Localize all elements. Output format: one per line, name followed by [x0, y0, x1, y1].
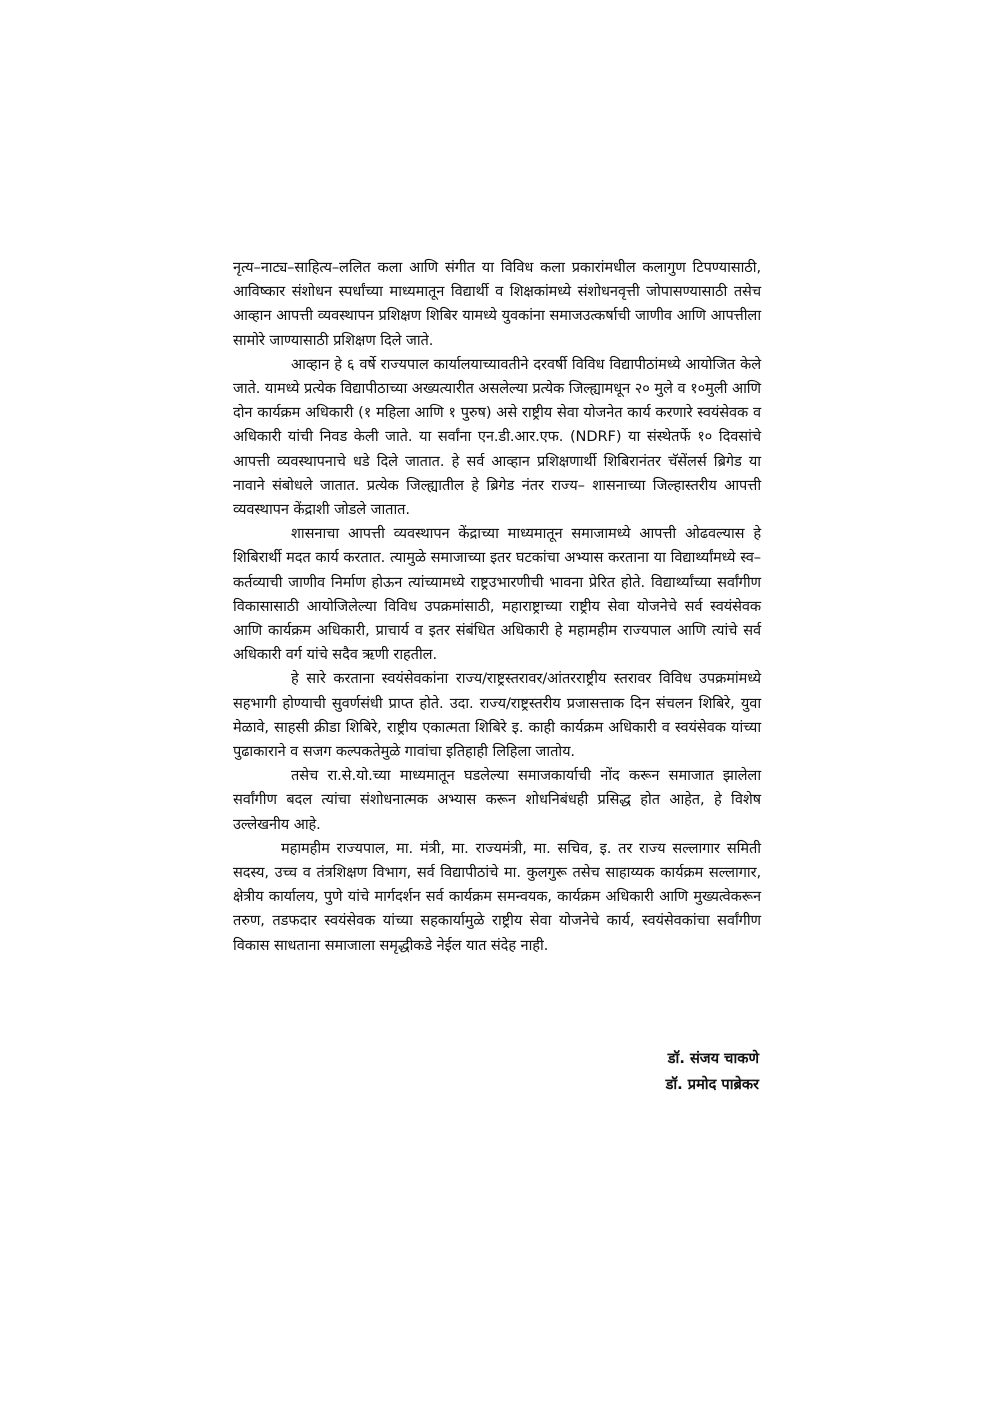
paragraph-2: आव्हान हे ६ वर्षे राज्यपाल कार्यालयाच्यावतीने दरवर्षी विविध विद्यापीठांमध्ये आयोजित केले जाते. यामध्ये प्रत्येक विद्यापीठाच्या अख्यत्यारीत असलेल्या प्रत्येक जिल्ह्यामधून २० मुले व १०मुली आणि दोन कार्यक्रम अधिकारी (१ महिला आणि १ पुरुष) असे राष्ट्रीय सेवा योजनेत कार्य करणारे स्वयंसेवक व अधिकारी यांची निवड केली जाते. या सर्वांना एन.डी.आर.एफ. (NDRF) या संस्थेतर्फे १० दिवसांचे आपत्ती व्यवस्थापनाचे धडे दिले जातात. हे सर्व आव्हान प्रशिक्षणार्थी शिबिरानंतर चॅसेंलर्स ब्रिगेड या नावाने संबोधले जातात. प्रत्येक जिल्ह्यातील हे ब्रिगेड नंतर राज्य– शासनाच्या जिल्हास्तरीय आपत्ती व्यवस्थापन केंद्राशी जोडले जातात.: [233, 355, 761, 519]
paragraph-5: तसेच रा.से.यो.च्या माध्यमातून घडलेल्या समाजकार्याची नोंद करून समाजात झालेला सर्वांगीण बदल त्यांचा संशोधनात्मक अभ्यास करून शोधनिबंधही प्रसिद्ध होत आहेत, हे विशेष उल्लेखनीय आहे.: [233, 767, 761, 833]
signature-block: [666, 1046, 759, 1098]
body-text: [233, 256, 761, 958]
paragraph-3: शासनाचा आपत्ती व्यवस्थापन केंद्राच्या माध्यमातून समाजामध्ये आपत्ती ओढवल्यास हे शिबिरार्थी मदत कार्य करतात. त्यामुळे समाजाच्या इतर घटकांचा अभ्यास करताना या विद्यार्थ्यांमध्ये स्व–कर्तव्याची जाणीव निर्माण होऊन त्यांच्यामध्ये राष्ट्रउभारणीची भावना प्रेरित होते. विद्यार्थ्यांच्या सर्वांगीण विकासासाठी आयोजिलेल्या विविध उपक्रमांसाठी, महाराष्ट्राच्या राष्ट्रीय सेवा योजनेचे सर्व स्वयंसेवक आणि कार्यक्रम अधिकारी, प्राचार्य व इतर संबंधित अधिकारी हे महामहीम राज्यपाल आणि त्यांचे सर्व अधिकारी वर्ग यांचे सदैव ऋणी राहतील.: [233, 525, 761, 664]
paragraph-4: हे सारे करताना स्वयंसेवकांना राज्य/राष्ट्रस्तरावर/आंतरराष्ट्रीय स्तरावर विविध उपक्रमांमध्ये सहभागी होण्याची सुवर्णसंधी प्राप्त होते. उदा. राज्य/राष्ट्रस्तरीय प्रजासत्ताक दिन संचलन शिबिरे, युवा मेळावे, साहसी क्रीडा शिबिरे, राष्ट्रीय एकात्मता शिबिरे इ. काही कार्यक्रम अधिकारी व स्वयंसेवक यांच्या पुढाकाराने व सजग कल्पकतेमुळे गावांचा इतिहाही लिहिला जातोय.: [233, 670, 761, 761]
signature-2: डॉ. प्रमोद पाब्रेकर: [665, 1076, 759, 1093]
signature-1: डॉ. संजय चाकणे: [667, 1050, 759, 1067]
paragraph-1: नृत्य–नाट्य–साहित्य–ललित कला आणि संगीत या विविध कला प्रकारांमधील कलागुण टिपण्यासाठी, आविष्कार संशोधन स्पर्धांच्या माध्यमातून विद्यार्थी व शिक्षकांमध्ये संशोधनवृत्ती जोपासण्यासाठी तसेच आव्हान आपत्ती व्यवस्थापन प्रशिक्षण शिबिर यामध्ये युवकांना समाजउत्कर्षाची जाणीव आणि आपत्तीला सामोरे जाण्यासाठी प्रशिक्षण दिले जाते.: [233, 259, 761, 349]
paragraph-6: महामहीम राज्यपाल, मा. मंत्री, मा. राज्यमंत्री, मा. सचिव, इ. तर राज्य सल्लागार समिती सदस्य, उच्च व तंत्रशिक्षण विभाग, सर्व विद्यापीठांचे मा. कुलगुरू तसेच साहाय्यक कार्यक्रम सल्लागार, क्षेत्रीय कार्यालय, पुणे यांचे मार्गदर्शन सर्व कार्यक्रम समन्वयक, कार्यक्रम अधिकारी आणि मुख्यत्वेकरून तरुण, तडफदार स्वयंसेवक यांच्या सहकार्यामुळे राष्ट्रीय सेवा योजनेचे कार्य, स्वयंसेवकांचा सर्वांगीण विकास साधताना समाजाला समृद्धीकडे नेईल यात संदेह नाही.: [233, 839, 761, 954]
